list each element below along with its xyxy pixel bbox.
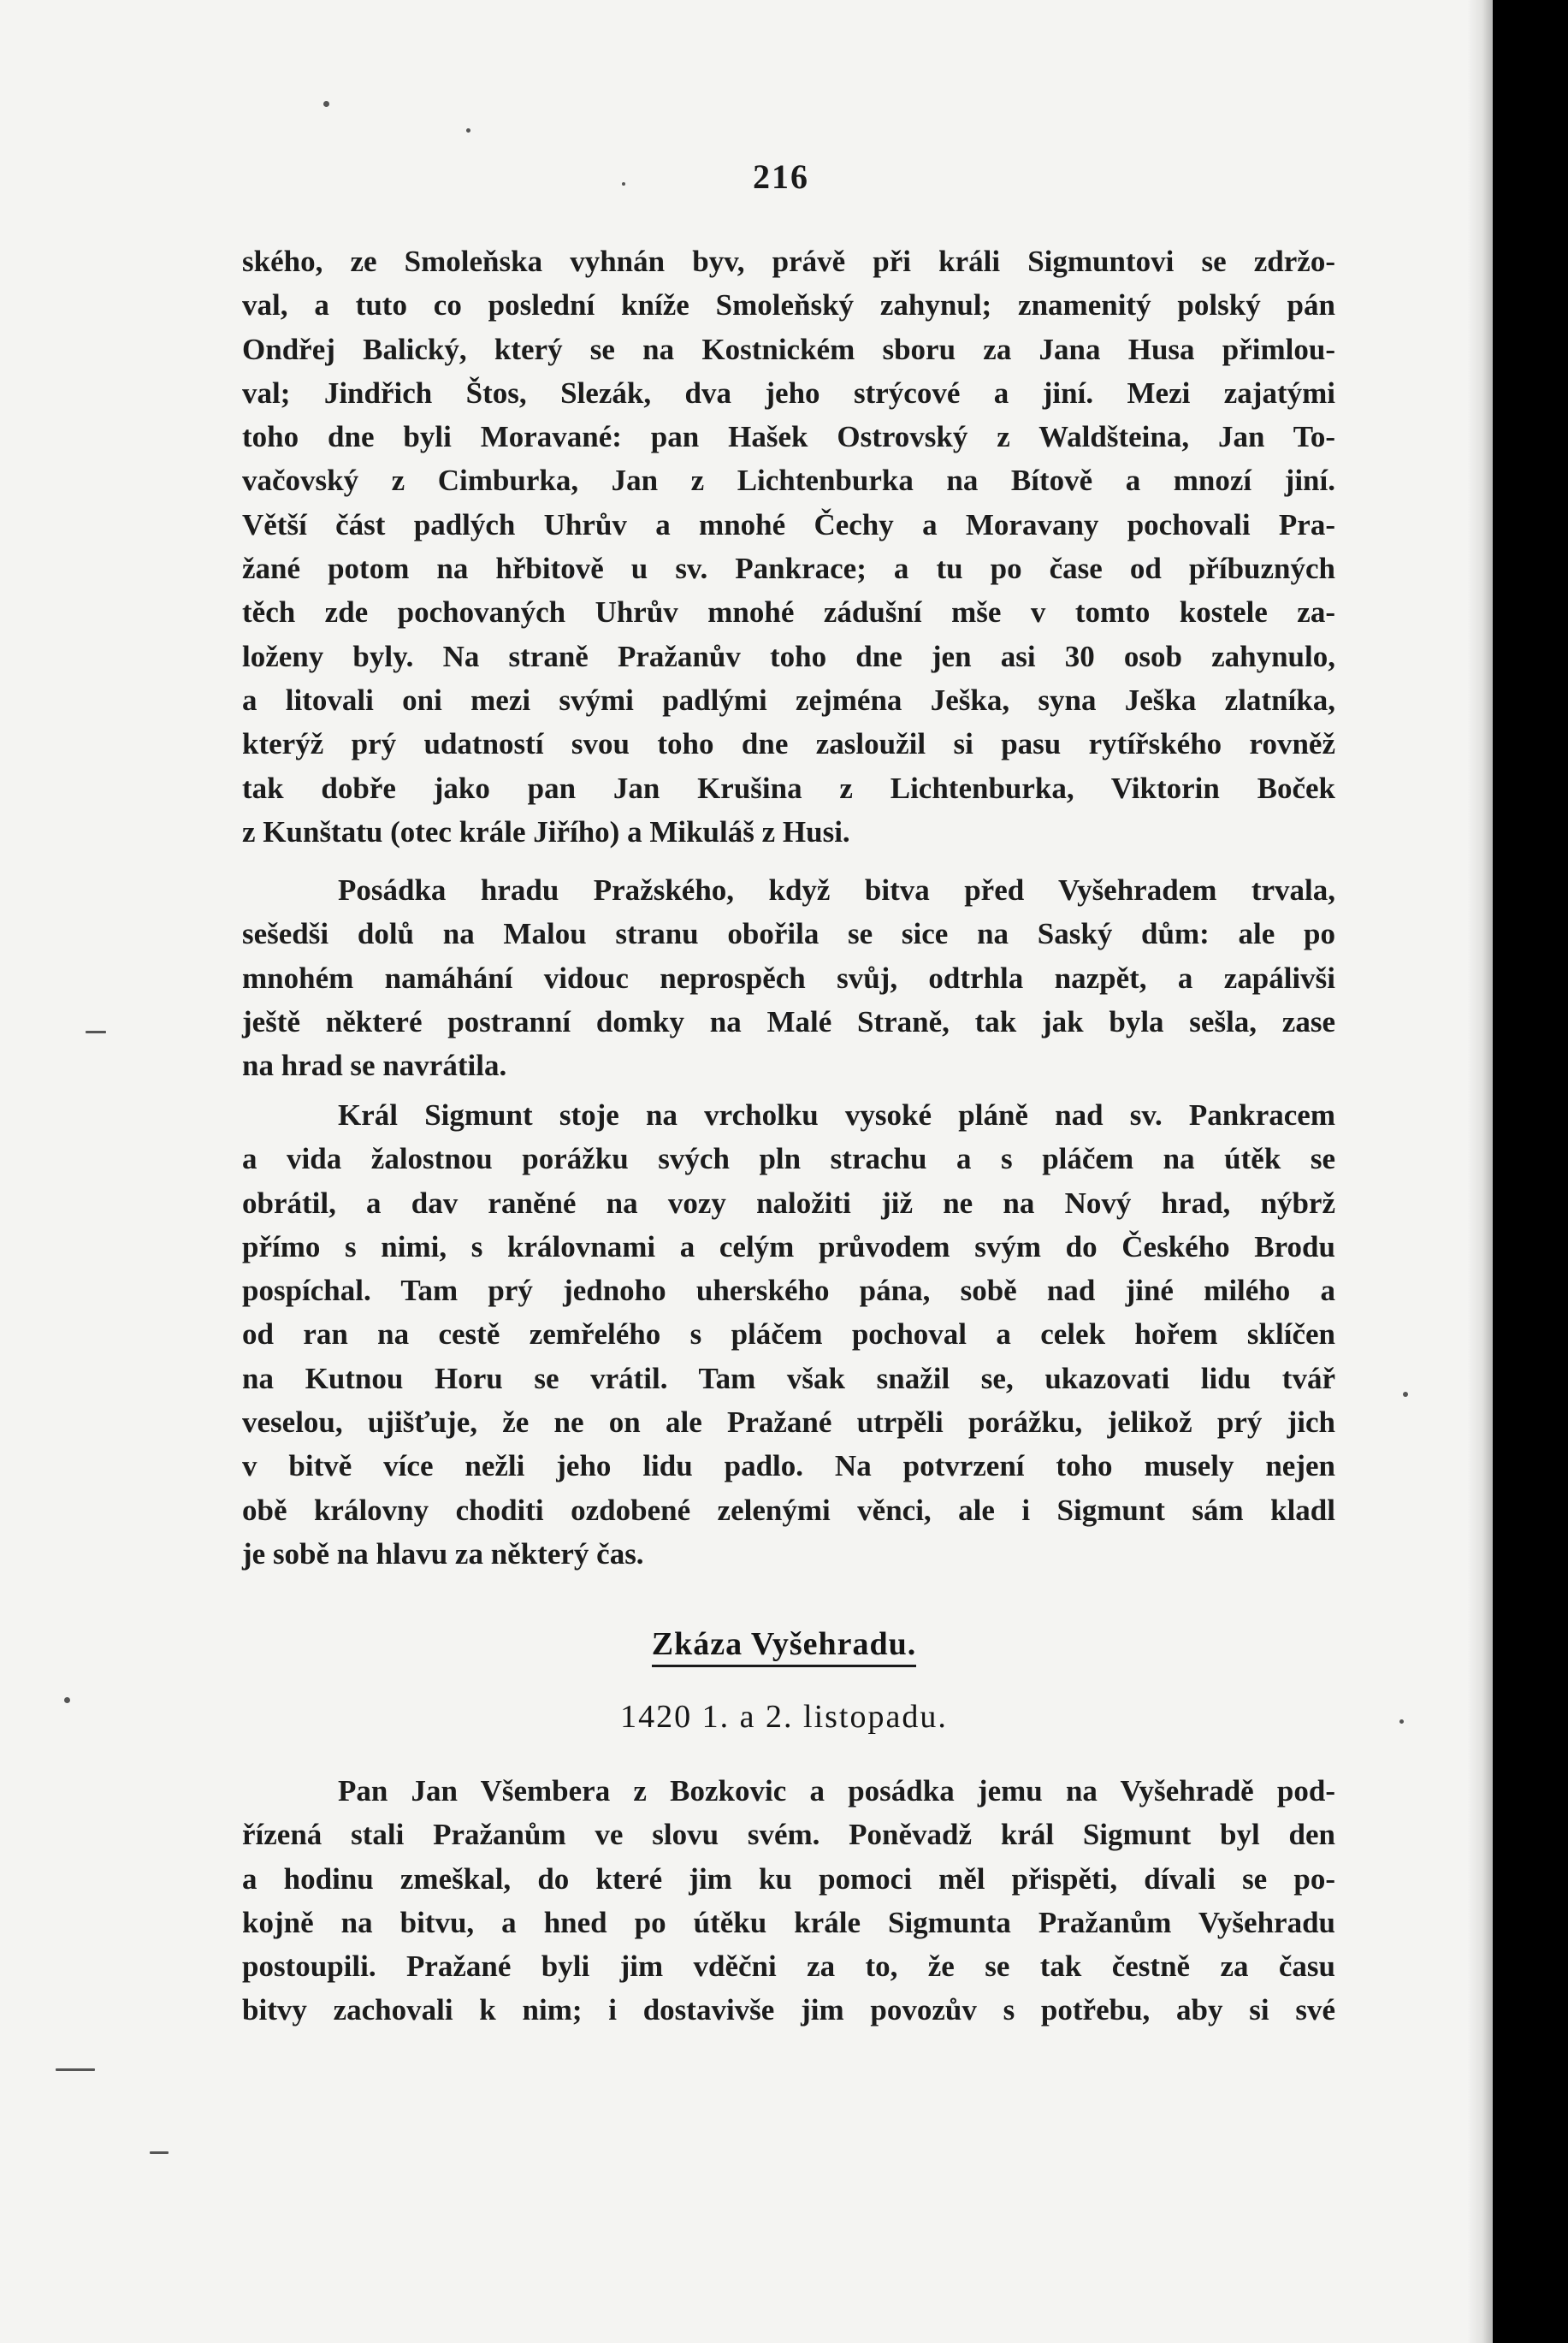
text-line: veselou, ujišťuje, že ne on ale Pražané utrpěli porážku, jelikož prý jich: [242, 1405, 1335, 1440]
text-line: obě královny choditi ozdobené zelenými věnci, ale i Sigmunt sám kladl: [242, 1493, 1335, 1527]
text-line: Pan Jan Všembera z Bozkovic a posádka jemu na Vyšehradě pod-: [338, 1774, 1335, 1808]
text-line: Král Sigmunt stoje na vrcholku vysoké pláně nad sv. Pankracem: [338, 1098, 1335, 1132]
text-line: pospíchal. Tam prý jednoho uherského pána, sobě nad jiné milého a: [242, 1274, 1335, 1308]
text-line: řízená stali Pražanům ve slovu svém. Poněvadž král Sigmunt byl den: [242, 1818, 1335, 1852]
text-line: vačovský z Cimburka, Jan z Lichtenburka na Bítově a mnozí jiní.: [242, 464, 1335, 498]
text-line: přímo s nimi, s královnami a celým průvodem svým do Českého Brodu: [242, 1229, 1335, 1263]
text-line: kojně na bitvu, a hned po útěku krále Sigmunta Pražanům Vyšehradu: [242, 1905, 1335, 1939]
page-edge-shadow: [1467, 0, 1493, 2343]
scan-speck: [466, 128, 470, 133]
scan-speck: [1399, 1719, 1404, 1724]
text-line: Ondřej Balický, který se na Kostnickém sboru za Jana Husa přimlou-: [242, 332, 1335, 366]
scan-speck: [323, 101, 329, 107]
text-line: bitvy zachovali k nim; i dostavivše jim povozův s potřebu, aby si své: [242, 1993, 1335, 2027]
scan-speck: [622, 182, 625, 186]
text-line: žané potom na hřbitově u sv. Pankrace; a tu po čase od příbuzných: [242, 552, 1335, 586]
text-line: tak dobře jako pan Jan Krušina z Lichtenburka, Viktorin Boček: [242, 771, 1335, 805]
text-line: na Kutnou Horu se vrátil. Tam však snažil se, ukazovati lidu tvář: [242, 1361, 1335, 1395]
text-line: a hodinu zmeškal, do které jim ku pomoci měl přispěti, dívali se po-: [242, 1861, 1335, 1896]
scan-speck: [64, 1697, 70, 1703]
text-line: ještě některé postranní domky na Malé Straně, tak jak byla sešla, zase: [242, 1004, 1335, 1038]
section-title: [0, 1625, 1493, 1667]
text-line: mnohém namáhání vidouc neprospěch svůj, odtrhla nazpět, a zapálivši: [242, 961, 1335, 995]
section-title-text: Zkáza Vyšehradu.: [652, 1625, 917, 1667]
text-line: a vida žalostnou porážku svých pln strachu a s pláčem na útěk se: [242, 1142, 1335, 1176]
text-line: kterýž prý udatností svou toho dne zasloužil si pasu rytířského rovněž: [242, 727, 1335, 761]
text-line: obrátil, a dav raněné na vozy naložiti již ne na Nový hrad, nýbrž: [242, 1186, 1335, 1220]
text-line: je sobě na hlavu za některý čas.: [242, 1536, 644, 1571]
text-line: Větší část padlých Uhrův a mnohé Čechy a Moravany pochovali Pra-: [242, 507, 1335, 541]
text-line: loženy byly. Na straně Pražanův toho dne jen asi 30 osob zahynulo,: [242, 639, 1335, 673]
text-line: sešedši dolů na Malou stranu obořila se sice na Saský dům: ale po: [242, 917, 1335, 951]
paragraph-4: [242, 1769, 1335, 2032]
paragraph-3: [242, 1093, 1335, 1576]
text-line: a litovali oni mezi svými padlými zejména Ješka, syna Ješka zlatníka,: [242, 683, 1335, 717]
paragraph-1: [242, 240, 1335, 854]
section-date: 1420 1. a 2. listopadu.: [620, 1699, 948, 1735]
text-line: val; Jindřich Štos, Slezák, dva jeho strýcové a jiní. Mezi zajatými: [242, 376, 1335, 410]
text-line: z Kunštatu (otec krále Jiřího) a Mikuláš z Husi.: [242, 814, 850, 849]
paragraph-2: [242, 868, 1335, 1087]
text-line: v bitvě více nežli jeho lidu padlo. Na potvrzení toho musely nejen: [242, 1449, 1335, 1483]
text-line: těch zde pochovaných Uhrův mnohé zádušní mše v tomto kostele za-: [242, 595, 1335, 630]
scan-speck: [1403, 1392, 1408, 1397]
text-line: postoupili. Pražané byli jim vděčni za to, že se tak čestně za času: [242, 1950, 1335, 1984]
scan-speck: [86, 1031, 106, 1033]
scan-speck: [150, 2151, 169, 2154]
text-line: od ran na cestě zemřelého s pláčem pochoval a celek hořem sklíčen: [242, 1317, 1335, 1352]
text-line: na hrad se navrátila.: [242, 1049, 507, 1083]
scan-speck: [56, 2068, 95, 2071]
text-line: val, a tuto co poslední kníže Smoleňský zahynul; znamenitý polský pán: [242, 288, 1335, 322]
page-number: 216: [753, 157, 809, 196]
text-line: ského, ze Smoleňska vyhnán byv, právě při králi Sigmuntovi se zdržo-: [242, 245, 1335, 278]
text-line: Posádka hradu Pražského, když bitva před Vyšehradem trvala,: [338, 873, 1335, 907]
text-line: toho dne byli Moravané: pan Hašek Ostrovský z Waldšteina, Jan To-: [242, 420, 1335, 454]
